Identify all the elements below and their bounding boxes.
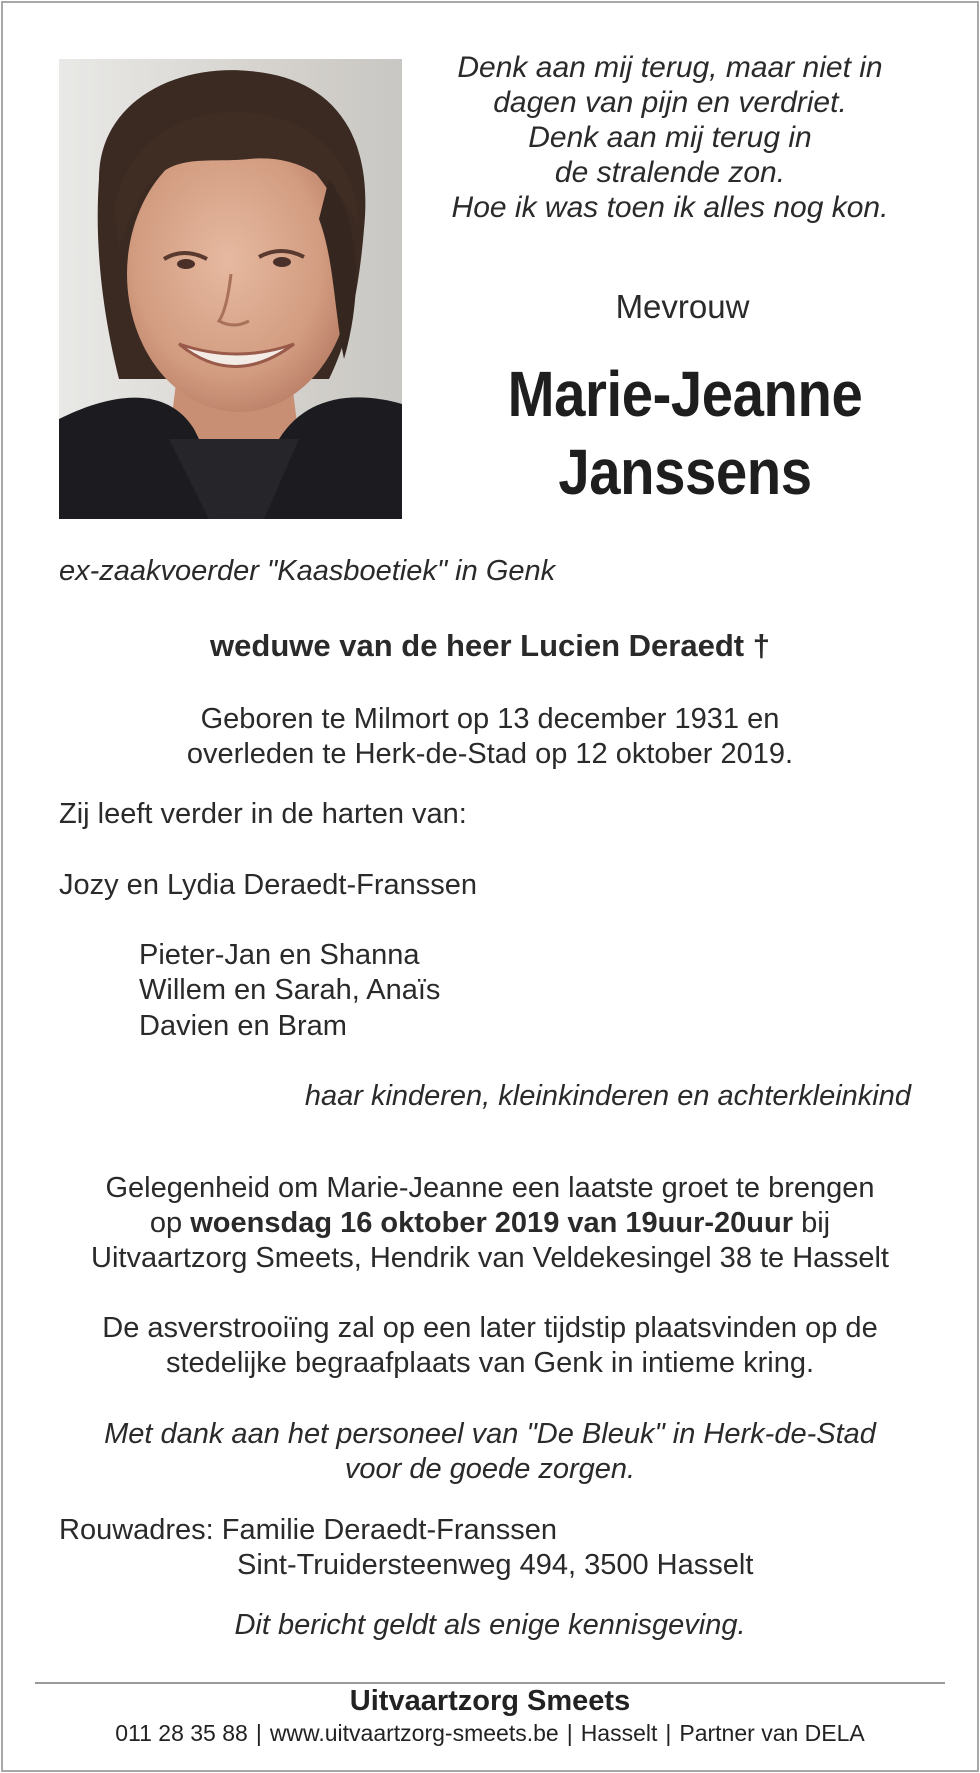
poem-line: Hoe ik was toen ik alles nog kon. xyxy=(451,191,889,224)
farewell-datetime: woensdag 16 oktober 2019 van 19uur-20uur xyxy=(190,1207,794,1239)
widow-of: weduwe van de heer Lucien Deraedt † xyxy=(210,628,770,663)
farewell-location: Uitvaartzorg Smeets, Hendrik van Veldekesingel 38 te Hasselt xyxy=(91,1242,889,1274)
survivors-closing: haar kinderen, kleinkinderen en achterkleinkind xyxy=(304,1080,911,1112)
first-name: Marie-Jeanne xyxy=(507,358,863,430)
footer-phone: 011 28 35 88 xyxy=(115,1720,248,1746)
honorific: Mevrouw xyxy=(615,288,750,325)
poem-line: dagen van pijn en verdriet. xyxy=(493,86,847,119)
footer-contact xyxy=(40,1720,940,1747)
children: Jozy en Lydia Deraedt-Franssen xyxy=(59,869,478,901)
mourning-address-label: Rouwadres: Familie Deraedt-Franssen xyxy=(59,1514,558,1546)
footer-divider xyxy=(35,1682,945,1684)
footer-separator: | xyxy=(665,1720,672,1746)
death-info: overleden te Herk-de-Stad op 12 oktober 2019. xyxy=(186,738,794,770)
occupation: ex-zaakvoerder "Kaasboetiek" in Genk xyxy=(59,555,556,587)
footer-partner: Partner van DELA xyxy=(679,1720,865,1746)
poem xyxy=(400,50,940,225)
farewell-line: Gelegenheid om Marie-Jeanne een laatste groet te brengen xyxy=(105,1172,875,1204)
mourning-address-street: Sint-Truidersteenweg 494, 3500 Hasselt xyxy=(237,1549,754,1581)
grandchild: Pieter-Jan en Shanna xyxy=(139,939,420,971)
farewell-pre: op xyxy=(149,1207,191,1239)
footer-separator: | xyxy=(566,1720,573,1746)
farewell-date-line xyxy=(40,1207,940,1240)
footer-separator: | xyxy=(255,1720,262,1746)
footer-website-link[interactable]: www.uitvaartzorg-smeets.be xyxy=(269,1720,559,1746)
thanks-line: Met dank aan het personeel van "De Bleuk" in Herk-de-Stad xyxy=(104,1418,876,1450)
grandchild: Davien en Bram xyxy=(139,1010,347,1042)
last-name: Janssens xyxy=(558,436,812,508)
birth-info: Geboren te Milmort op 13 december 1931 en xyxy=(200,703,780,735)
footer-company: Uitvaartzorg Smeets xyxy=(349,1685,631,1717)
notice: Dit bericht geldt als enige kennisgeving. xyxy=(234,1609,746,1641)
poem-line: Denk aan mij terug, maar niet in xyxy=(457,51,883,84)
poem-line: de stralende zon. xyxy=(554,156,786,189)
footer-city: Hasselt xyxy=(580,1720,658,1746)
ashes-line: De asverstrooiïng zal op een later tijdstip plaatsvinden op de xyxy=(102,1312,878,1344)
grandchild: Willem en Sarah, Anaïs xyxy=(139,974,441,1006)
ashes-line: stedelijke begraafplaats van Genk in intieme kring. xyxy=(165,1347,815,1379)
portrait-photo xyxy=(59,59,402,519)
deceased-name xyxy=(461,355,910,511)
farewell-post: bij xyxy=(793,1207,831,1239)
thanks-line: voor de goede zorgen. xyxy=(344,1453,636,1485)
survivors-intro: Zij leeft verder in de harten van: xyxy=(59,798,467,830)
poem-line: Denk aan mij terug in xyxy=(528,121,812,154)
